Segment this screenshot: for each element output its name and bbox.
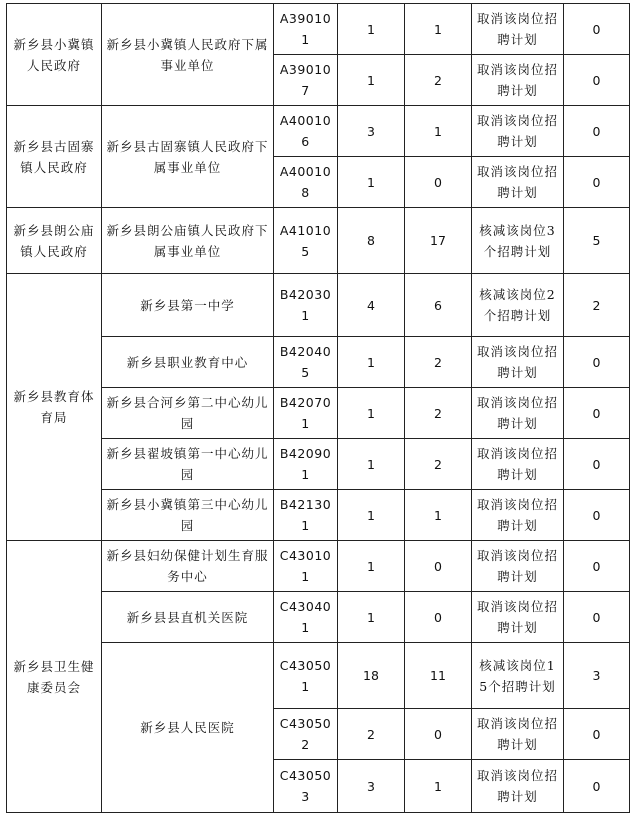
org-cell: 新乡县教育体育局	[7, 274, 102, 541]
applicant-count-cell: 2	[405, 388, 472, 439]
plan-count-cell: 2	[338, 709, 405, 760]
post-code-cell: A410105	[274, 208, 338, 274]
plan-count-cell: 1	[338, 592, 405, 643]
post-code-cell: A390107	[274, 55, 338, 106]
unit-cell: 新乡县翟坡镇第一中心幼儿园	[102, 439, 274, 490]
final-plan-cell: 0	[564, 760, 630, 813]
table-row	[7, 208, 630, 274]
unit-cell: 新乡县小冀镇人民政府下属事业单位	[102, 4, 274, 106]
applicant-count-cell: 0	[405, 541, 472, 592]
plan-count-cell: 1	[338, 490, 405, 541]
final-plan-cell: 0	[564, 55, 630, 106]
adjustment-cell: 取消该岗位招聘计划	[472, 55, 564, 106]
adjustment-cell: 取消该岗位招聘计划	[472, 106, 564, 157]
plan-count-cell: 18	[338, 643, 405, 709]
applicant-count-cell: 0	[405, 157, 472, 208]
final-plan-cell: 0	[564, 541, 630, 592]
plan-count-cell: 1	[338, 439, 405, 490]
final-plan-cell: 0	[564, 592, 630, 643]
plan-count-cell: 1	[338, 4, 405, 55]
applicant-count-cell: 17	[405, 208, 472, 274]
plan-count-cell: 1	[338, 541, 405, 592]
adjustment-cell: 核减该岗位2个招聘计划	[472, 274, 564, 337]
adjustment-cell: 取消该岗位招聘计划	[472, 337, 564, 388]
final-plan-cell: 0	[564, 709, 630, 760]
table-row	[7, 274, 630, 337]
adjustment-cell: 取消该岗位招聘计划	[472, 760, 564, 813]
final-plan-cell: 0	[564, 337, 630, 388]
post-code-cell: A390101	[274, 4, 338, 55]
final-plan-cell: 3	[564, 643, 630, 709]
post-code-cell: B420901	[274, 439, 338, 490]
plan-count-cell: 8	[338, 208, 405, 274]
unit-cell: 新乡县合河乡第二中心幼儿园	[102, 388, 274, 439]
plan-count-cell: 4	[338, 274, 405, 337]
plan-count-cell: 1	[338, 157, 405, 208]
plan-count-cell: 3	[338, 760, 405, 813]
post-code-cell: C430101	[274, 541, 338, 592]
plan-count-cell: 3	[338, 106, 405, 157]
post-code-cell: A400106	[274, 106, 338, 157]
post-code-cell: A400108	[274, 157, 338, 208]
org-cell: 新乡县小冀镇人民政府	[7, 4, 102, 106]
final-plan-cell: 0	[564, 490, 630, 541]
unit-cell: 新乡县职业教育中心	[102, 337, 274, 388]
unit-cell: 新乡县县直机关医院	[102, 592, 274, 643]
applicant-count-cell: 2	[405, 439, 472, 490]
adjustment-cell: 核减该岗位3个招聘计划	[472, 208, 564, 274]
applicant-count-cell: 1	[405, 490, 472, 541]
unit-cell: 新乡县古固寨镇人民政府下属事业单位	[102, 106, 274, 208]
final-plan-cell: 5	[564, 208, 630, 274]
final-plan-cell: 0	[564, 4, 630, 55]
applicant-count-cell: 6	[405, 274, 472, 337]
applicant-count-cell: 1	[405, 4, 472, 55]
final-plan-cell: 2	[564, 274, 630, 337]
post-code-cell: B421301	[274, 490, 338, 541]
adjustment-cell: 取消该岗位招聘计划	[472, 490, 564, 541]
post-code-cell: B420701	[274, 388, 338, 439]
applicant-count-cell: 11	[405, 643, 472, 709]
post-code-cell: B420405	[274, 337, 338, 388]
org-cell: 新乡县朗公庙镇人民政府	[7, 208, 102, 274]
table-row	[7, 541, 630, 592]
unit-cell: 新乡县第一中学	[102, 274, 274, 337]
unit-cell: 新乡县朗公庙镇人民政府下属事业单位	[102, 208, 274, 274]
unit-cell: 新乡县小冀镇第三中心幼儿园	[102, 490, 274, 541]
applicant-count-cell: 0	[405, 709, 472, 760]
applicant-count-cell: 2	[405, 55, 472, 106]
applicant-count-cell: 1	[405, 760, 472, 813]
post-code-cell: C430502	[274, 709, 338, 760]
final-plan-cell: 0	[564, 388, 630, 439]
unit-cell: 新乡县人民医院	[102, 643, 274, 813]
unit-cell: 新乡县妇幼保健计划生育服务中心	[102, 541, 274, 592]
post-code-cell: C430401	[274, 592, 338, 643]
post-code-cell: C430503	[274, 760, 338, 813]
post-code-cell: B420301	[274, 274, 338, 337]
adjustment-cell: 取消该岗位招聘计划	[472, 4, 564, 55]
adjustment-cell: 取消该岗位招聘计划	[472, 157, 564, 208]
adjustment-cell: 取消该岗位招聘计划	[472, 388, 564, 439]
final-plan-cell: 0	[564, 439, 630, 490]
adjustment-cell: 取消该岗位招聘计划	[472, 709, 564, 760]
recruitment-adjustment-table	[6, 3, 630, 813]
final-plan-cell: 0	[564, 106, 630, 157]
plan-count-cell: 1	[338, 55, 405, 106]
table-body	[7, 4, 630, 813]
post-code-cell: C430501	[274, 643, 338, 709]
org-cell: 新乡县卫生健康委员会	[7, 541, 102, 813]
adjustment-cell: 取消该岗位招聘计划	[472, 592, 564, 643]
org-cell: 新乡县古固寨镇人民政府	[7, 106, 102, 208]
table-row	[7, 106, 630, 157]
final-plan-cell: 0	[564, 157, 630, 208]
plan-count-cell: 1	[338, 388, 405, 439]
adjustment-cell: 取消该岗位招聘计划	[472, 439, 564, 490]
applicant-count-cell: 0	[405, 592, 472, 643]
adjustment-cell: 核减该岗位15个招聘计划	[472, 643, 564, 709]
applicant-count-cell: 2	[405, 337, 472, 388]
table-row	[7, 4, 630, 55]
adjustment-cell: 取消该岗位招聘计划	[472, 541, 564, 592]
applicant-count-cell: 1	[405, 106, 472, 157]
plan-count-cell: 1	[338, 337, 405, 388]
